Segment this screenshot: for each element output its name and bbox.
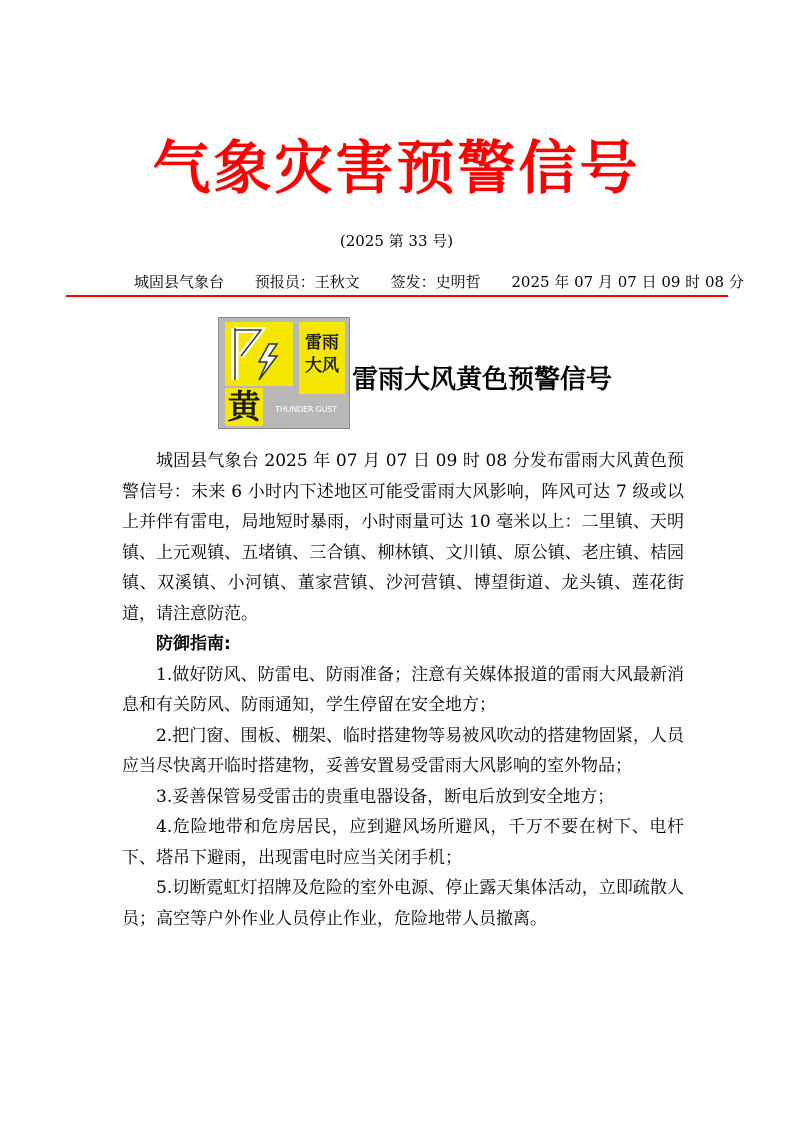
warning-body <box>122 446 684 934</box>
guide-item: 3.妥善保管易受雷击的贵重电器设备，断电后放到安全地方； <box>156 786 615 807</box>
issue-datetime: 2025 年 07 月 07 日 09 时 08 分 <box>511 273 744 291</box>
document-title: 气象灾害预警信号 <box>152 134 641 202</box>
signal-name: 雷雨大风黄色预警信号 <box>352 365 613 395</box>
lightning-icon <box>225 322 293 386</box>
signal-type-line2: 大风 <box>305 356 339 376</box>
warning-signal-icon <box>218 317 350 429</box>
guide-item: 1.做好防风、防雷电、防雨准备；注意有关媒体报道的雷雨大风最新消息和有关防风、防雨通知，学生停留在安全地方； <box>122 664 684 715</box>
announcement-paragraph: 城固县气象台 2025 年 07 月 07 日 09 时 08 分发布雷雨大风黄色预警信号：未来 6 小时内下述地区可能受雷雨大风影响，阵风可达 7 级或以上并伴有雷电，局地短时暴雨，小时雨量可达 10 毫米以上：二里镇、天明镇、上元观镇、五堵镇、三合镇、柳林镇、文川镇、原公镇、老庄镇、桔园镇、双溪镇、小河镇、董家营镇、沙河营镇、博望街道、龙头镇、莲花街道，请注意防范。 <box>122 451 685 624</box>
signal-type-label <box>299 322 345 394</box>
signal-type-line1: 雷雨 <box>305 333 339 353</box>
issuer: 城固县气象台 <box>134 273 225 291</box>
guide-heading: 防御指南: <box>156 634 231 654</box>
guide-item: 4.危险地带和危房居民，应到避风场所避风，千万不要在树下、电杆下、塔吊下避雨，出现雷电时应当关闭手机； <box>122 817 684 868</box>
guide-item: 5.切断霓虹灯招牌及危险的室外电源、停止露天集体活动，立即疏散人员；高空等户外作业人员停止作业，危险地带人员撤离。 <box>122 878 684 929</box>
issue-number: (2025 第 33 号) <box>339 232 454 250</box>
header-divider <box>66 295 728 297</box>
forecaster: 预报员：王秋文 <box>254 273 360 291</box>
signal-level-char: 黄 <box>225 388 263 426</box>
guide-item: 2.把门窗、围板、棚架、临时搭建物等易被风吹动的搭建物固紧，人员应当尽快离开临时搭建物，妥善安置易受雷雨大风影响的室外物品； <box>122 725 684 776</box>
signer: 签发：史明哲 <box>390 273 481 291</box>
issuer-line <box>134 271 744 292</box>
signal-english-label: THUNDER GUST <box>275 405 337 414</box>
